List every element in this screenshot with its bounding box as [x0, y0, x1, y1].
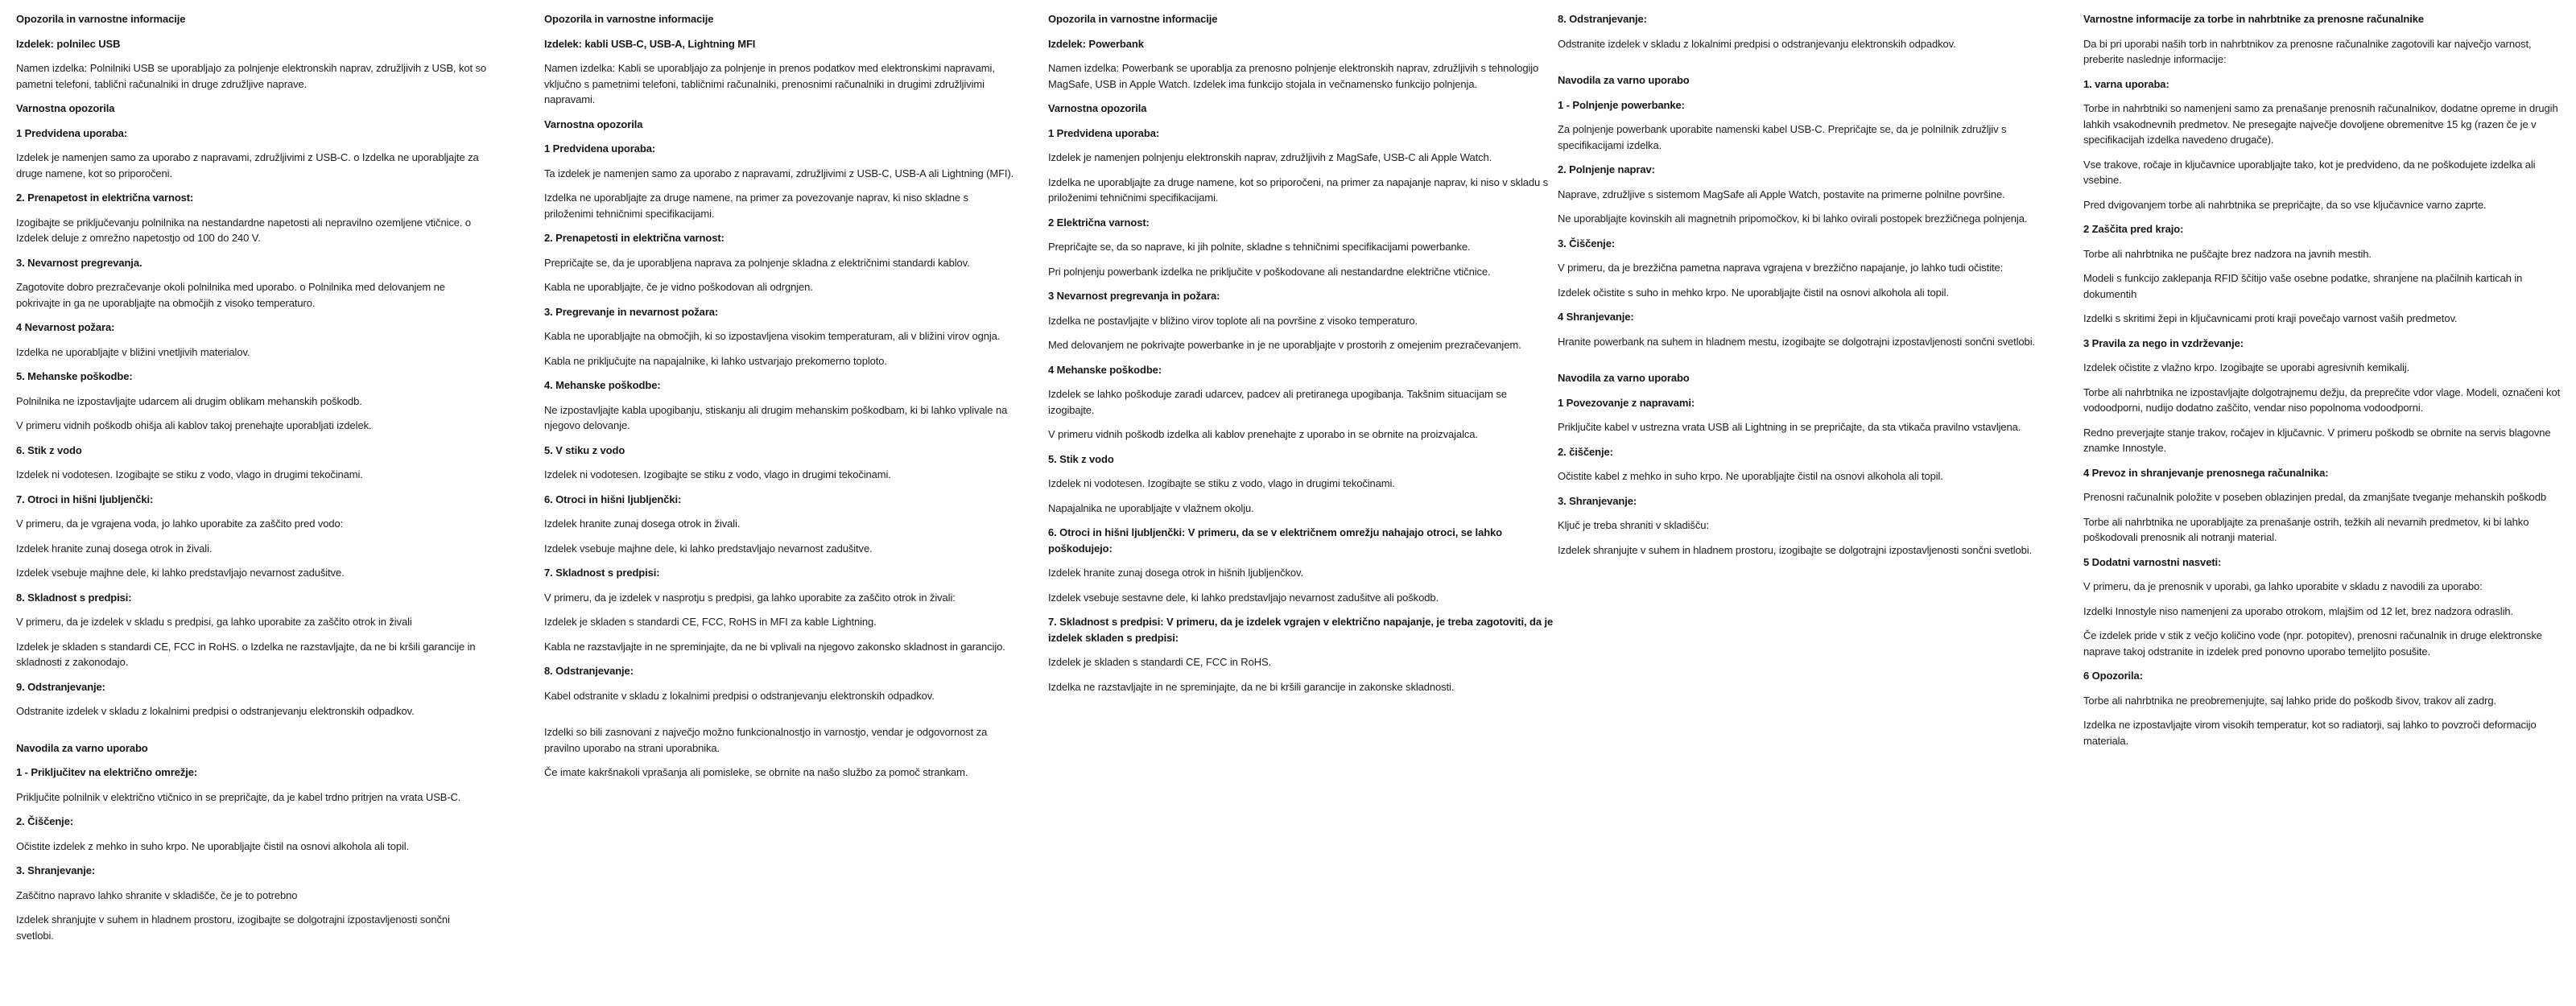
paragraph: Kabla ne razstavljajte in ne spreminjajte, da ne bi vplivali na njegovo zakonsko skladnost in garancijo. [544, 640, 1005, 653]
paragraph: Med delovanjem ne pokrivajte powerbanke in je ne uporabljajte v prostorih z omejenim prezračevanjem. [1048, 339, 1521, 351]
section-heading: 7. Otroci in hišni ljubljenčki: [16, 493, 154, 505]
paragraph: Izdelek ni vodotesen. Izogibajte se stiku z vodo, vlago in drugimi tekočinami. [16, 468, 363, 480]
section-heading: 4 Prevoz in shranjevanje prenosnega računalnika: [2083, 466, 2329, 479]
paragraph: Kabla ne uporabljajte, če je vidno poškodovan ali odrgnjen. [544, 281, 813, 293]
paragraph: Prepričajte se, da je uporabljena naprava za polnjenje skladna z električnimi standardi kablov. [544, 256, 970, 269]
section-heading: Opozorila in varnostne informacije [1048, 13, 1218, 25]
section-heading: 2. Čiščenje: [16, 815, 74, 827]
paragraph: Če imate kakršnakoli vprašanja ali pomisleke, se obrnite na našo službo za pomoč strankam. [544, 766, 968, 778]
paragraph: Torbe ali nahrbtnika ne izpostavljajte dolgotrajnemu dežju, da preprečite vdor vlage. Modeli, označeni kot vodoodporni, nudijo dodatno zaščito, vendar niso popolnoma vodoodporni. [2083, 385, 2561, 414]
section-heading: Opozorila in varnostne informacije [544, 13, 714, 25]
section-heading: 4 Mehanske poškodbe: [1048, 363, 1162, 376]
column-usb-charger-warnings [16, 11, 487, 952]
section-heading: 7. Skladnost s predpisi: [544, 567, 660, 579]
paragraph: Če izdelek pride v stik z večjo količino vode (npr. potopitev), prenosni računalnik in druge elektronske naprave takoj odstranite in izdelek pred ponovno uporabo temeljito posušite. [2083, 629, 2542, 658]
section-heading: Varnostna opozorila [1048, 102, 1147, 114]
paragraph: Očistite izdelek z mehko in suho krpo. Ne uporabljajte čistil na osnovi alkohola ali topil. [16, 839, 410, 852]
paragraph: Očistite kabel z mehko in suho krpo. Ne uporabljajte čistil na osnovi alkohola ali topil. [1558, 470, 1943, 482]
paragraph: Prenosni računalnik položite v poseben oblazinjen predal, da zmanjšate tveganje mehanskih poškodb [2083, 491, 2546, 503]
paragraph: Torbe ali nahrbtnika ne preobremenjujte, saj lahko pride do poškodb šivov, trakov ali zadrg. [2083, 694, 2497, 707]
paragraph: Ne izpostavljajte kabla upogibanju, stiskanju ali drugim mehanskim poškodbam, ki bi lahko vplivale na njegovo delovanje. [544, 403, 1008, 431]
paragraph: Izdelki Innostyle niso namenjeni za uporabo otrokom, mlajšim od 12 let, brez nadzora odraslih. [2083, 604, 2513, 617]
paragraph: Izdelek hranite zunaj dosega otrok in živali. [16, 542, 213, 555]
paragraph: Napajalnika ne uporabljajte v vlažnem okolju. [1048, 501, 1254, 514]
paragraph: Izdelek vsebuje majhne dele, ki lahko predstavljajo nevarnost zadušitve. [544, 542, 873, 555]
paragraph: Modeli s funkcijo zaklepanja RFID ščitijo vaše osebne podatke, shranjene na plačilnih karticah in dokumentih [2083, 272, 2523, 300]
paragraph: Ta izdelek je namenjen samo za uporabo z napravami, združljivimi z USB-C, USB-A ali Lightning (MFI). [544, 167, 1014, 179]
paragraph: Namen izdelka: Polnilniki USB se uporabljajo za polnjenje elektronskih naprav, združljivih z USB, kot so pametni telefoni, tablični računalniki in druge združljive naprave. [16, 62, 487, 90]
section-heading: 7. Skladnost s predpisi: V primeru, da je izdelek vgrajen v električno napajanje, je treba zagotoviti, da je izdelek skladen s predpisi: [1048, 616, 1554, 644]
paragraph: Za polnjenje powerbank uporabite namenski kabel USB-C. Prepričajte se, da je polnilnik združljiv s specifikacijami izdelka. [1558, 123, 2007, 151]
paragraph: Izdelka ne razstavljajte in ne spreminjajte, da ne bi kršili garancije in zakonske skladnosti. [1048, 680, 1455, 693]
paragraph: Izdelek je namenjen polnjenju elektronskih naprav, združljivih z MagSafe, USB-C ali Apple Watch. [1048, 151, 1492, 163]
paragraph: Izdelki s skritimi žepi in ključavnicami proti kraji povečajo varnost vaših predmetov. [2083, 312, 2458, 324]
paragraph: Namen izdelka: Powerbank se uporablja za prenosno polnjenje elektronskih naprav, združljivih s tehnologijo MagSafe, USB in Apple Watch. Izdelek ima funkcijo stojala in večnamensko funkcijo polnjenja. [1048, 62, 1539, 90]
section-heading: Izdelek: polnilec USB [16, 37, 121, 50]
section-heading: 2. Prenapetosti in električna varnost: [544, 232, 724, 244]
section-heading: 9. Odstranjevanje: [16, 680, 105, 693]
section-heading: 6. Otroci in hišni ljubljenčki: V primeru, da se v električnem omrežju nahajajo otroci, se lahko poškodujejo: [1048, 526, 1503, 555]
section-heading: 5. Stik z vodo [1048, 452, 1114, 465]
paragraph: Pri polnjenju powerbank izdelka ne priključite v poškodovane ali nestandardne električne vtičnice. [1048, 265, 1491, 278]
section-heading: 2 Električna varnost: [1048, 216, 1150, 229]
paragraph: Izdelek shranjujte v suhem in hladnem prostoru, izogibajte se dolgotrajni izpostavljenosti sončni svetlobi. [1558, 543, 2033, 556]
section-heading: 3. Čiščenje: [1558, 237, 1616, 249]
section-heading: 1. varna uporaba: [2083, 77, 2169, 90]
column-powerbank-usage-instructions [1558, 11, 2050, 567]
paragraph: Namen izdelka: Kabli se uporabljajo za polnjenje in prenos podatkov med elektronskimi napravami, vključno s pametnimi telefoni, tabličnimi računalniki, prenosnimi računalniki in drugimi združljivimi napravami. [544, 62, 995, 105]
section-heading: 5. V stiku z vodo [544, 443, 625, 456]
paragraph: Izdelka ne uporabljajte za druge namene, na primer za povezovanje naprav, ki niso skladne s priloženimi tehničnimi specifikacijami. [544, 192, 968, 220]
paragraph: V primeru vidnih poškodb ohišja ali kablov takoj prenehajte uporabljati izdelek. [16, 419, 372, 431]
section-heading: 2. Prenapetost in električna varnost: [16, 192, 194, 204]
paragraph: Torbe ali nahrbtnika ne puščajte brez nadzora na javnih mestih. [2083, 247, 2372, 260]
section-heading: Varnostna opozorila [544, 118, 643, 130]
paragraph: Izdelek se lahko poškoduje zaradi udarcev, padcev ali pretiranega upogibanja. Takšnim situacijam se izogibajte. [1048, 388, 1507, 416]
paragraph: Izdelek hranite zunaj dosega otrok in živali. [544, 517, 741, 530]
section-heading: 8. Odstranjevanje: [1558, 13, 1647, 25]
section-heading: 5. Mehanske poškodbe: [16, 370, 133, 382]
section-heading: 4 Nevarnost požara: [16, 321, 115, 333]
paragraph: V primeru, da je vgrajena voda, jo lahko uporabite za zaščito pred vodo: [16, 517, 344, 530]
section-heading: 1 Predvidena uporaba: [16, 126, 128, 139]
section-heading: Navodila za varno uporabo [1558, 74, 1690, 86]
section-heading: Varnostne informacije za torbe in nahrbtnike za prenosne računalnike [2083, 13, 2425, 25]
paragraph: Izdelek ni vodotesen. Izogibajte se stiku z vodo, vlago in drugimi tekočinami. [1048, 477, 1395, 489]
paragraph: Izdelek shranjujte v suhem in hladnem prostoru, izogibajte se dolgotrajni izpostavljenosti sončni svetlobi. [16, 913, 450, 942]
paragraph: Izdelka ne uporabljajte za druge namene, kot so priporočeni, na primer za napajanje naprav, ki niso v skladu s priloženimi tehničnimi specifikacijami. [1048, 175, 1549, 204]
section-heading: 3. Nevarnost pregrevanja. [16, 256, 142, 269]
section-heading: 6. Stik z vodo [16, 443, 82, 456]
paragraph: Redno preverjajte stanje trakov, ročajev in ključavnic. V primeru poškodb se obrnite na servis blagovne znamke Innostyle. [2083, 426, 2551, 454]
section-heading: 2. Polnjenje naprav: [1558, 163, 1655, 175]
paragraph: Izdelka ne izpostavljajte virom visokih temperatur, kot so radiatorji, saj lahko to povzroči deformacijo materiala. [2083, 719, 2537, 747]
paragraph: Izdelek je namenjen samo za uporabo z napravami, združljivimi z USB-C. o Izdelka ne uporabljajte za druge namene, kot so priporočeni. [16, 151, 479, 179]
paragraph: Izdelek vsebuje sestavne dele, ki lahko predstavljajo nevarnost zadušitve ali poškodb. [1048, 591, 1439, 604]
section-heading: Navodila za varno uporabo [1558, 372, 1690, 384]
paragraph: V primeru, da je izdelek v nasprotju s predpisi, ga lahko uporabite za zaščito otrok in živali: [544, 591, 956, 604]
section-heading: 5 Dodatni varnostni nasveti: [2083, 555, 2222, 568]
section-heading: 3. Shranjevanje: [1558, 494, 1637, 507]
paragraph: Izdelek vsebuje majhne dele, ki lahko predstavljajo nevarnost zadušitve. [16, 567, 345, 579]
column-laptop-bags-safety [2083, 11, 2566, 757]
paragraph: Ključ je treba shraniti v skladišču: [1558, 519, 1709, 531]
column-powerbank-warnings [1048, 11, 1554, 703]
section-heading: 1 Predvidena uporaba: [544, 142, 656, 155]
paragraph: Izogibajte se priključevanju polnilnika na nestandardne napetosti ali nepravilno ozemljene vtičnice. o Izdelek deluje z omrežno napetostjo od 100 do 240 V. [16, 216, 472, 244]
paragraph: Izdelka ne uporabljajte v bližini vnetljivih materialov. [16, 345, 250, 358]
paragraph: Odstranite izdelek v skladu z lokalnimi predpisi o odstranjevanju elektronskih odpadkov. [1558, 37, 1956, 50]
paragraph: Hranite powerbank na suhem in hladnem mestu, izogibajte se dolgotrajni izpostavljenosti sončni svetlobi. [1558, 335, 2035, 348]
paragraph: Izdelek očistite s suho in mehko krpo. Ne uporabljajte čistil na osnovi alkohola ali topil. [1558, 286, 1949, 299]
paragraph: Naprave, združljive s sistemom MagSafe ali Apple Watch, postavite na primerne polnilne površine. [1558, 188, 2005, 200]
section-heading: 6. Otroci in hišni ljubljenčki: [544, 493, 682, 505]
section-heading: 3. Shranjevanje: [16, 864, 96, 876]
section-heading: 8. Odstranjevanje: [544, 665, 634, 677]
column-cables-warnings [544, 11, 1015, 790]
paragraph: V primeru vidnih poškodb izdelka ali kablov prenehajte z uporabo in se obrnite na proizvajalca. [1048, 428, 1478, 440]
paragraph: Polnilnika ne izpostavljajte udarcem ali drugim oblikam mehanskih poškodb. [16, 394, 362, 407]
paragraph: Torbe in nahrbtniki so namenjeni samo za prenašanje prenosnih računalnikov, dodatne opreme in drugih lahkih vsakodnevnih predmetov. Ne presegajte največje dovoljene obremenitve 15 kg (razen če je v specifikacijah izdelka navedeno drugače). [2083, 102, 2558, 146]
paragraph: V primeru, da je izdelek v skladu s predpisi, ga lahko uporabite za zaščito otrok in živali [16, 616, 412, 628]
section-heading: 1 Povezovanje z napravami: [1558, 396, 1695, 409]
paragraph: Izdelek je skladen s standardi CE, FCC in RoHS. [1048, 656, 1272, 668]
paragraph: Izdelek je skladen s standardi CE, FCC in RoHS. o Izdelka ne razstavljajte, da ne bi kršili garancije in skladnosti z zakonodajo. [16, 640, 476, 668]
paragraph: Vse trakove, ročaje in ključavnice uporabljajte tako, kot je predvideno, da ne poškodujete izdelka ali vsebine. [2083, 158, 2536, 186]
section-heading: Izdelek: Powerbank [1048, 37, 1144, 50]
paragraph: V primeru, da je brezžična pametna naprava vgrajena v brezžično napajanje, jo lahko tudi očistite: [1558, 262, 2004, 274]
section-heading: 4 Shranjevanje: [1558, 311, 1634, 323]
paragraph: Izdelek ni vodotesen. Izogibajte se stiku z vodo, vlago in drugimi tekočinami. [544, 468, 891, 480]
paragraph: Ne uporabljajte kovinskih ali magnetnih pripomočkov, ki bi lahko ovirali postopek brezžičnega polnjenja. [1558, 212, 2028, 225]
section-heading: 1 Predvidena uporaba: [1048, 126, 1160, 139]
paragraph: V primeru, da je prenosnik v uporabi, ga lahko uporabite v skladu z navodili za uporabo: [2083, 580, 2483, 592]
paragraph: Priključite polnilnik v električno vtičnico in se prepričajte, da je kabel trdno pritrjen na vrata USB-C. [16, 790, 461, 803]
section-heading: 1 - Polnjenje powerbanke: [1558, 98, 1685, 111]
paragraph: Izdelka ne postavljajte v bližino virov toplote ali na površine z visoko temperaturo. [1048, 314, 1418, 327]
section-heading: 2. čiščenje: [1558, 445, 1613, 458]
paragraph: Pred dvigovanjem torbe ali nahrbtnika se prepričajte, da so vse ključavnice varno zaprte. [2083, 198, 2487, 211]
section-heading: Varnostna opozorila [16, 102, 115, 114]
section-heading: Navodila za varno uporabo [16, 741, 148, 754]
paragraph: Zaščitno napravo lahko shranite v skladišče, če je to potrebno [16, 888, 298, 901]
section-heading: 4. Mehanske poškodbe: [544, 379, 661, 391]
paragraph: Torbe ali nahrbtnika ne uporabljajte za prenašanje ostrih, težkih ali nevarnih predmetov, ki bi lahko poškodovali prenosnik ali notranji material. [2083, 515, 2529, 543]
paragraph: Kabel odstranite v skladu z lokalnimi predpisi o odstranjevanju elektronskih odpadkov. [544, 689, 935, 702]
paragraph: Kabla ne uporabljajte na območjih, ki so izpostavljena visokim temperaturam, ali v bližini virov ognja. [544, 330, 1001, 342]
paragraph: Izdelek očistite z vlažno krpo. Izogibajte se uporabi agresivnih kemikalij. [2083, 361, 2410, 373]
section-heading: Opozorila in varnostne informacije [16, 13, 186, 25]
paragraph: Zagotovite dobro prezračevanje okoli polnilnika med uporabo. o Polnilnika med delovanjem ne pokrivajte in ga ne uporabljajte na območjih z visoko temperaturo. [16, 281, 445, 309]
section-heading: 8. Skladnost s predpisi: [16, 591, 132, 604]
section-heading: 2 Zaščita pred krajo: [2083, 223, 2184, 235]
section-heading: 1 - Priključitev na električno omrežje: [16, 766, 198, 778]
section-heading: 3 Nevarnost pregrevanja in požara: [1048, 290, 1220, 302]
section-heading: 6 Opozorila: [2083, 670, 2143, 682]
paragraph: Da bi pri uporabi naših torb in nahrbtnikov za prenosne računalnike zagotovili kar največjo varnost, preberite naslednje informacije: [2083, 37, 2532, 65]
paragraph: Izdelki so bili zasnovani z največjo možno funkcionalnostjo in varnostjo, vendar je odgovornost za pravilno uporabo na strani uporabnika. [544, 726, 988, 754]
section-heading: 3. Pregrevanje in nevarnost požara: [544, 305, 719, 318]
paragraph: Izdelek je skladen s standardi CE, FCC, RoHS in MFI za kable Lightning. [544, 616, 877, 628]
paragraph: Odstranite izdelek v skladu z lokalnimi predpisi o odstranjevanju elektronskih odpadkov. [16, 705, 415, 717]
paragraph: Prepričajte se, da so naprave, ki jih polnite, skladne s tehničnimi specifikacijami powerbanke. [1048, 241, 1471, 253]
paragraph: Izdelek hranite zunaj dosega otrok in hišnih ljubljenčkov. [1048, 567, 1303, 579]
paragraph: Kabla ne priključujte na napajalnike, ki lahko ustvarjajo prekomerno toploto. [544, 354, 887, 367]
section-heading: Izdelek: kabli USB-C, USB-A, Lightning MFI [544, 37, 756, 50]
section-heading: 3 Pravila za nego in vzdrževanje: [2083, 336, 2244, 349]
paragraph: Priključite kabel v ustrezna vrata USB ali Lightning in se prepričajte, da sta vtikača pravilno vstavljena. [1558, 421, 2021, 433]
